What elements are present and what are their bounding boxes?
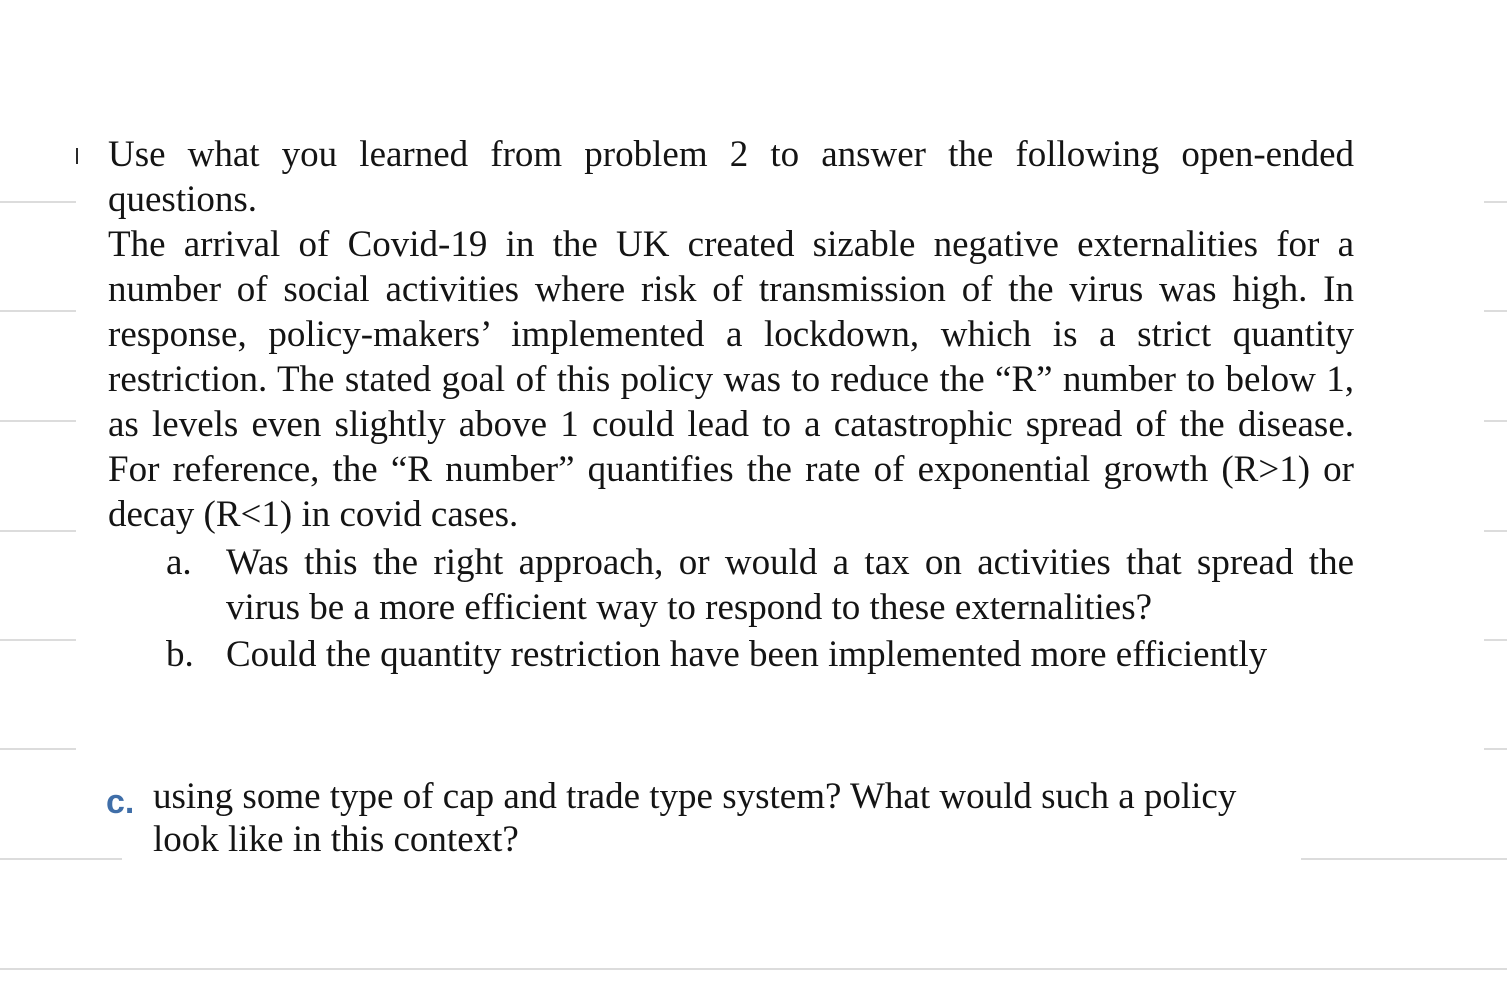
ruled-line (0, 530, 76, 532)
ruled-line (1484, 201, 1507, 203)
item-b-label: b. (166, 634, 194, 675)
ruled-line (0, 201, 76, 203)
ruled-line (0, 748, 76, 750)
ruled-line (1484, 420, 1507, 422)
question-body: The arrival of Covid-19 in the UK created sizable negative externalities for a number of social activities where risk of transmission of the virus was high. In response, policy-makers’ implemented a lockdown, which is a strict quantity restriction. The stated goal of this policy was to reduce the “R” number to below 1, as levels even slightly above 1 could lead to a catastrophic spread of the disease. For reference, the “R number” quantifies the rate of exponential growth (R>1) or decay (R<1) in covid cases. (108, 224, 1354, 535)
ruled-line (0, 639, 76, 641)
question-item-b: Could the quantity restriction have been implemented more efficiently (226, 634, 1268, 675)
question-intro: Use what you learned from problem 2 to answer the following open-ended questions. (108, 134, 1354, 220)
bullet-mark (76, 148, 78, 164)
ruled-line (0, 420, 76, 422)
ruled-line (0, 310, 76, 312)
ruled-line (1484, 748, 1507, 750)
ruled-line (0, 968, 1507, 970)
ruled-line (1484, 310, 1507, 312)
question-item-c: using some type of cap and trade type system? What would such a policy look like in this context? (153, 776, 1237, 860)
ruled-line (1484, 530, 1507, 532)
ruled-line (1301, 858, 1507, 860)
item-a-label: a. (166, 542, 192, 583)
ruled-line (0, 858, 122, 860)
item-c-handwritten-label: c. (106, 783, 135, 821)
ruled-line (1484, 639, 1507, 641)
question-item-a: Was this the right approach, or would a tax on activities that spread the virus be a more efficient way to respond to these externalities? (226, 542, 1354, 628)
